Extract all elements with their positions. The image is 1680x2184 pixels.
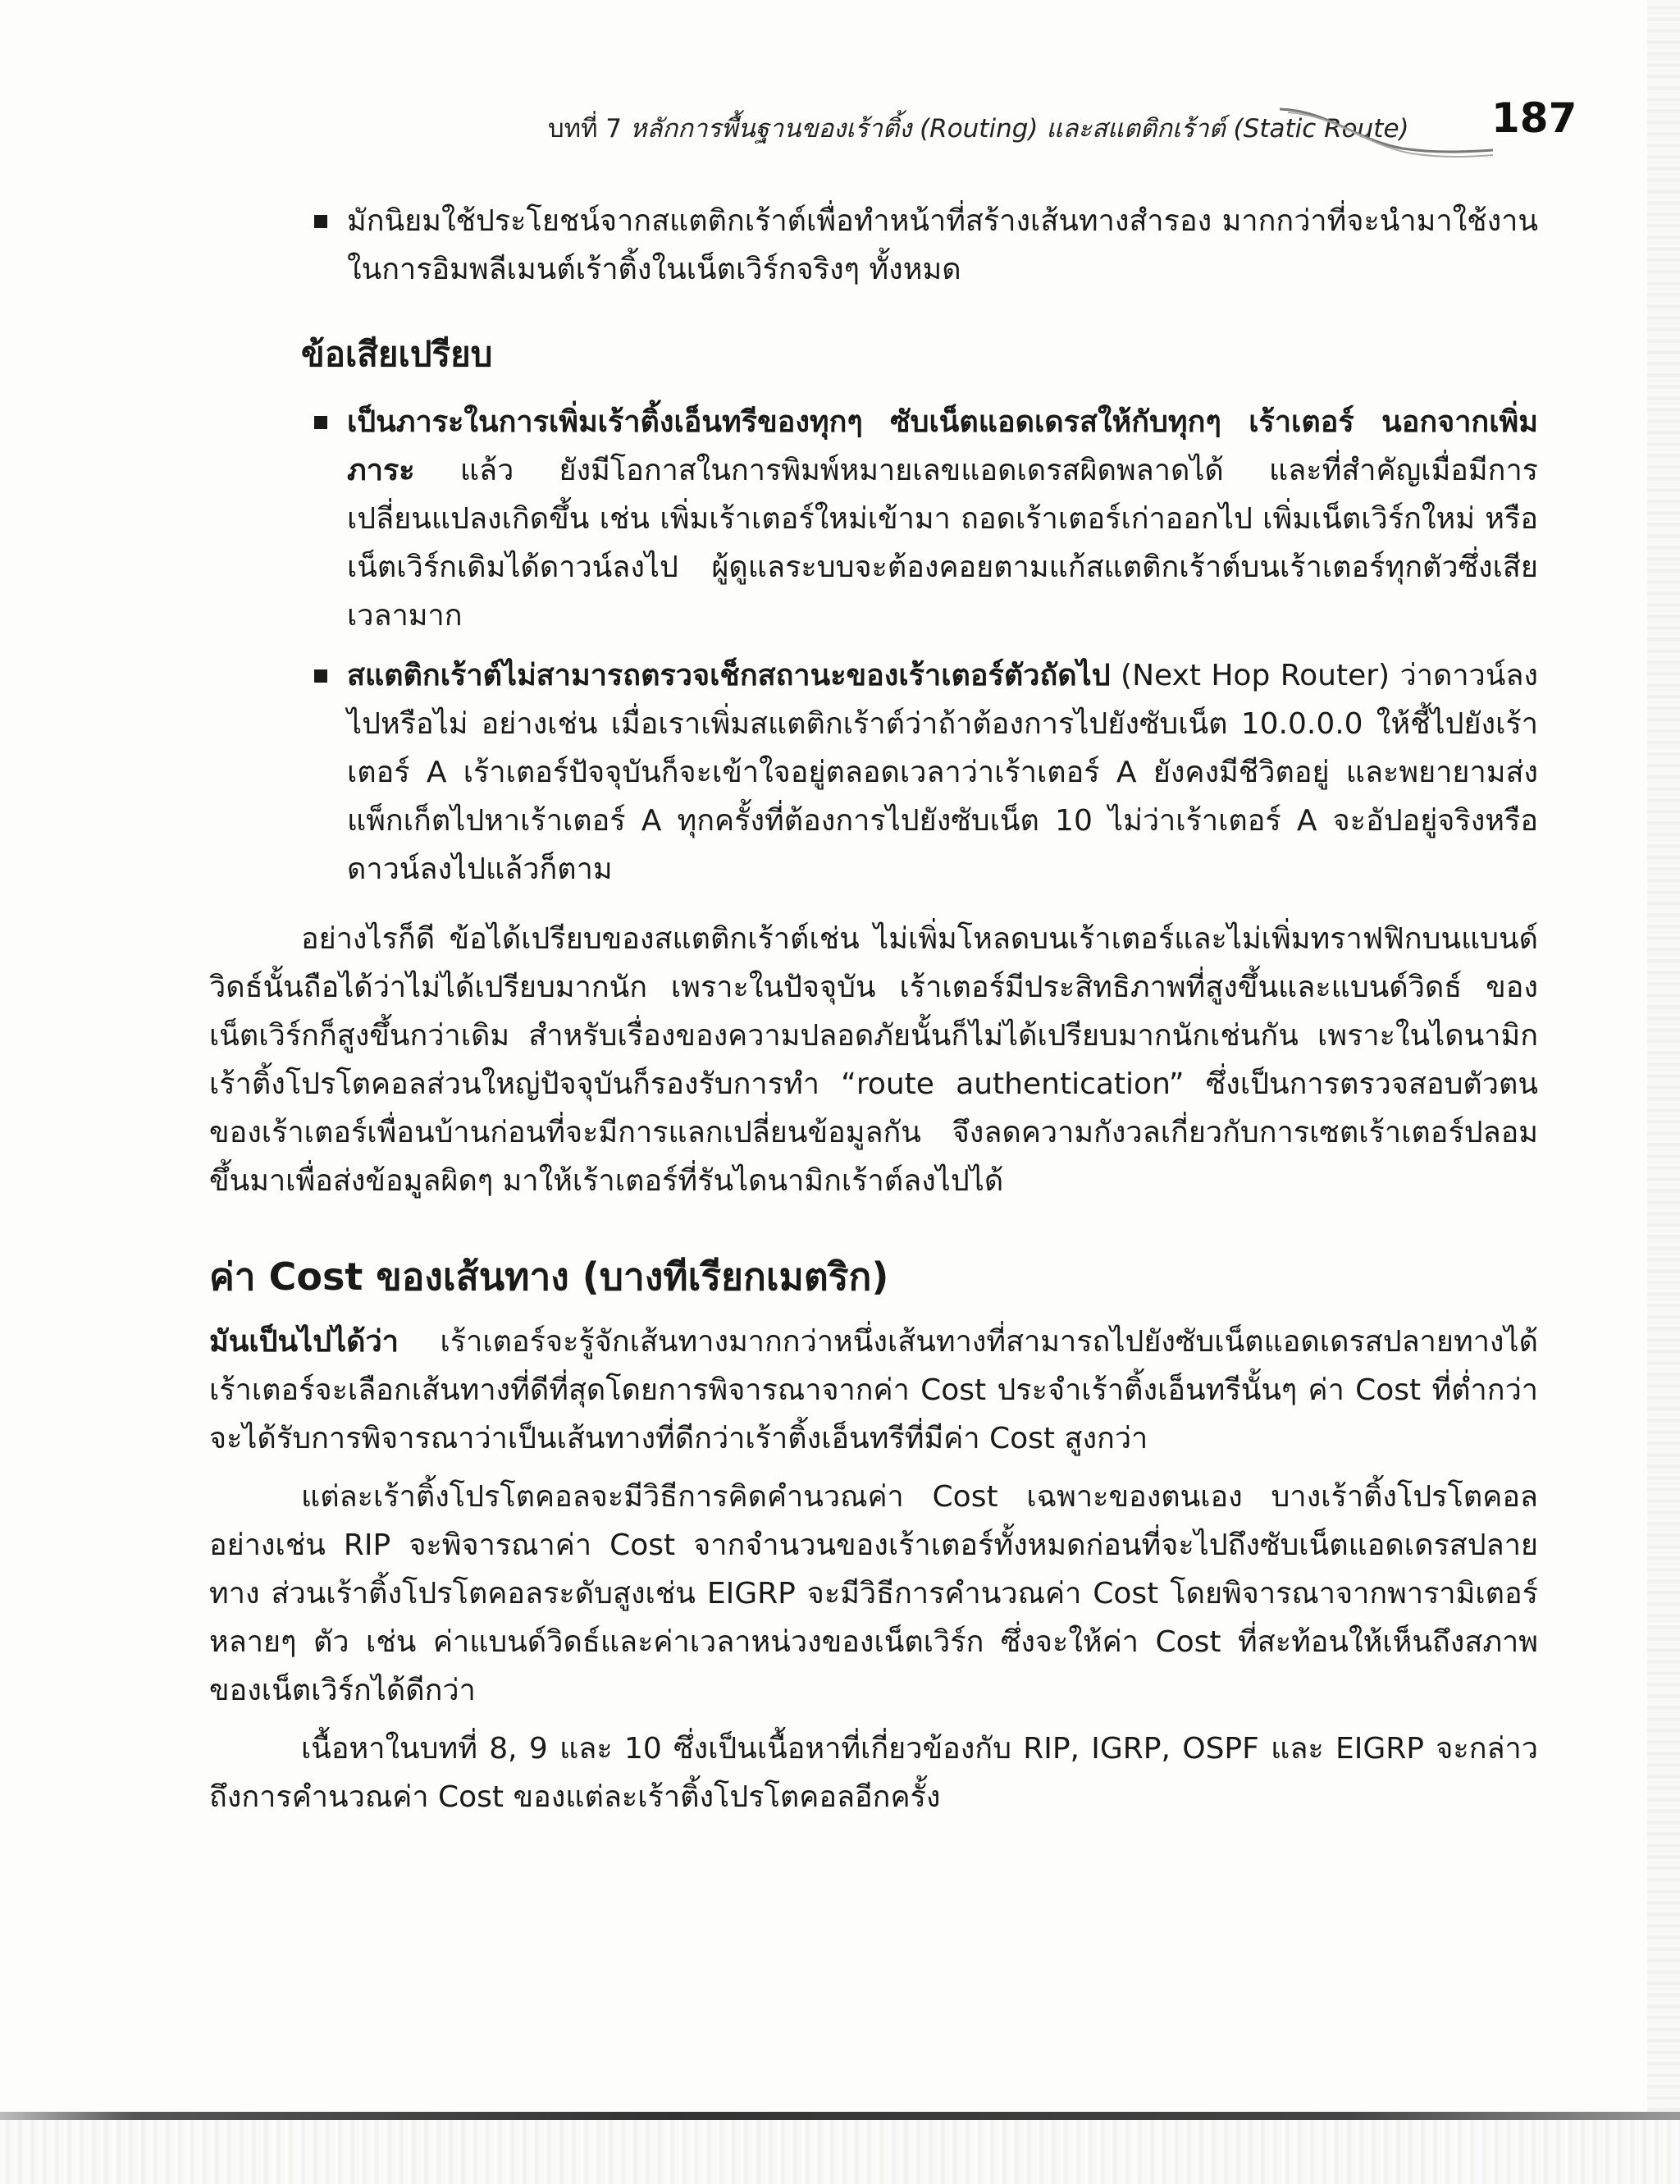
cost-section-heading: ค่า Cost ของเส้นทาง (บางทีเรียกเมตริก) [209, 1254, 889, 1299]
disadvantages-heading: ข้อเสียเปรียบ [301, 334, 493, 374]
intro-bullet [209, 197, 1538, 294]
chapter-title: หลักการพื้นฐานของเร้าติ้ง (Routing) และสแตติกเร้าต์ (Static Route) [629, 114, 1409, 144]
page-number: 187 [1491, 94, 1577, 142]
disadvantage-bullet-1 [209, 398, 1538, 640]
security-paragraph: อย่างไรก็ดี ข้อได้เปรียบของสแตติกเร้าต์เช่น ไม่เพิ่มโหลดบนเร้าเตอร์และไม่เพิ่มทราฟฟิกบนแบนด์วิดธ์นั้นถือได้ว่าไม่ได้เปรียบมากนัก เพราะในปัจจุบัน เร้าเตอร์มีประสิทธิภาพที่สูงขึ้นและแบนด์วิดธ์ ของเน็ตเวิร์กก็สูงขึ้นกว่าเดิม สำหรับเรื่องของความปลอดภัยนั้นก็ไม่ได้เปรียบมากนักเช่นกัน เพราะในไดนามิกเร้าติ้งโปรโตคอลส่วนใหญ่ปัจจุบันก็รองรับการทำ “route authentication” ซึ่งเป็นการตรวจสอบตัวตนของเร้าเตอร์เพื่อนบ้านก่อนที่จะมีการแลกเปลี่ยนข้อมูลกัน จึงลดความกังวลเกี่ยวกับการเซตเร้าเตอร์ปลอมขึ้นมาเพื่อส่งข้อมูลผิดๆ มาให้เร้าเตอร์ที่รันไดนามิกเร้าต์ลงไปได้ [209, 922, 1538, 1198]
page-bottom-edge [0, 2112, 1680, 2120]
header-swoosh-decoration [1280, 94, 1493, 168]
cost-intro-text: เร้าเตอร์จะรู้จักเส้นทางมากกว่าหนึ่งเส้นทางที่สามารถไปยังซับเน็ตแอดเดรสปลายทางได้ เร้าเตอร์จะเลือกเส้นทางที่ดีที่สุดโดยการพิจารณาจากค่า Cost ประจำเร้าติ้งเอ็นทรีนั้นๆ ค่า Cost ที่ต่ำกว่าจะได้รับการพิจารณาว่าเป็นเส้นทางที่ดีกว่าเร้าติ้งเอ็นทรีที่มีค่า Cost สูงกว่า [209, 1325, 1538, 1455]
square-bullet-icon [314, 669, 327, 683]
scan-edge [1647, 0, 1680, 2184]
square-bullet-icon [314, 416, 327, 429]
bullet-1-bold-lead: เป็นภาระในการเพิ่มเร้าติ้งเอ็นทรีของทุกๆ ซับเน็ตแอดเดรสให้กับทุกๆ เร้าเตอร์ นอกจากเพิ่มภาระ [347, 405, 1538, 487]
scan-bottom-margin [0, 2120, 1680, 2184]
intro-bullet-text: มักนิยมใช้ประโยชน์จากสแตติกเร้าต์เพื่อทำหน้าที่สร้างเส้นทางสำรอง มากกว่าที่จะนำมาใช้งานในการอิมพลีเมนต์เร้าติ้งในเน็ตเวิร์กจริงๆ ทั้งหมด [347, 204, 1538, 286]
disadvantage-bullet-2 [209, 651, 1538, 893]
bullet-2-bold-lead: สแตติกเร้าต์ไม่สามารถตรวจเช็กสถานะของเร้าเตอร์ตัวถัดไป [347, 659, 1111, 692]
page-content [209, 197, 1538, 1821]
cost-intro-paragraph [209, 1318, 1538, 1463]
cost-intro-bold: มันเป็นไปได้ว่า [209, 1325, 399, 1359]
bullet-1-text: แล้ว ยังมีโอกาสในการพิมพ์หมายเลขแอดเดรสผิดพลาดได้ และที่สำคัญเมื่อมีการเปลี่ยนแปลงเกิดขึ้น เช่น เพิ่มเร้าเตอร์ใหม่เข้ามา ถอดเร้าเตอร์เก่าออกไป เพิ่มเน็ตเวิร์กใหม่ หรือเน็ตเวิร์กเดิมได้ดาวน์ลงไป ผู้ดูแลระบบจะต้องคอยตามแก้สแตติกเร้าต์บนเร้าเตอร์ทุกตัวซึ่งเสียเวลามาก [347, 454, 1538, 633]
running-header [0, 94, 1680, 160]
cost-paragraph-3: เนื้อหาในบทที่ 8, 9 และ 10 ซึ่งเป็นเนื้อหาที่เกี่ยวข้องกับ RIP, IGRP, OSPF และ EIGRP จะกล่าวถึงการคำนวณค่า Cost ของแต่ละเร้าติ้งโปรโตคอลอีกครั้ง [209, 1732, 1538, 1814]
square-bullet-icon [314, 215, 327, 228]
chapter-label: บทที่ 7 [548, 114, 623, 144]
cost-paragraph-2: แต่ละเร้าติ้งโปรโตคอลจะมีวิธีการคิดคำนวณค่า Cost เฉพาะของตนเอง บางเร้าติ้งโปรโตคอลอย่างเช่น RIP จะพิจารณาค่า Cost จากจำนวนของเร้าเตอร์ทั้งหมดก่อนที่จะไปถึงซับเน็ตแอดเดรสปลายทาง ส่วนเร้าติ้งโปรโตคอลระดับสูงเช่น EIGRP จะมีวิธีการคำนวณค่า Cost โดยพิจารณาจากพารามิเตอร์หลายๆ ตัว เช่น ค่าแบนด์วิดธ์และค่าเวลาหน่วงของเน็ตเวิร์ก ซึ่งจะให้ค่า Cost ที่สะท้อนให้เห็นถึงสภาพของเน็ตเวิร์กได้ดีกว่า [209, 1480, 1538, 1707]
bullet-2-text: (Next Hop Router) ว่าดาวน์ลงไปหรือไม่ อย่างเช่น เมื่อเราเพิ่มสแตติกเร้าต์ว่าถ้าต้องการไปยังซับเน็ต 10.0.0.0 ให้ชี้ไปยังเร้าเตอร์ A เร้าเตอร์ปัจจุบันก็จะเข้าใจอยู่ตลอดเวลาว่าเร้าเตอร์ A ยังคงมีชีวิตอยู่ และพยายามส่งแพ็กเก็ตไปหาเร้าเตอร์ A ทุกครั้งที่ต้องการไปยังซับเน็ต 10 ไม่ว่าเร้าเตอร์ A จะอัปอยู่จริงหรือดาวน์ลงไปแล้วก็ตาม [347, 659, 1538, 886]
